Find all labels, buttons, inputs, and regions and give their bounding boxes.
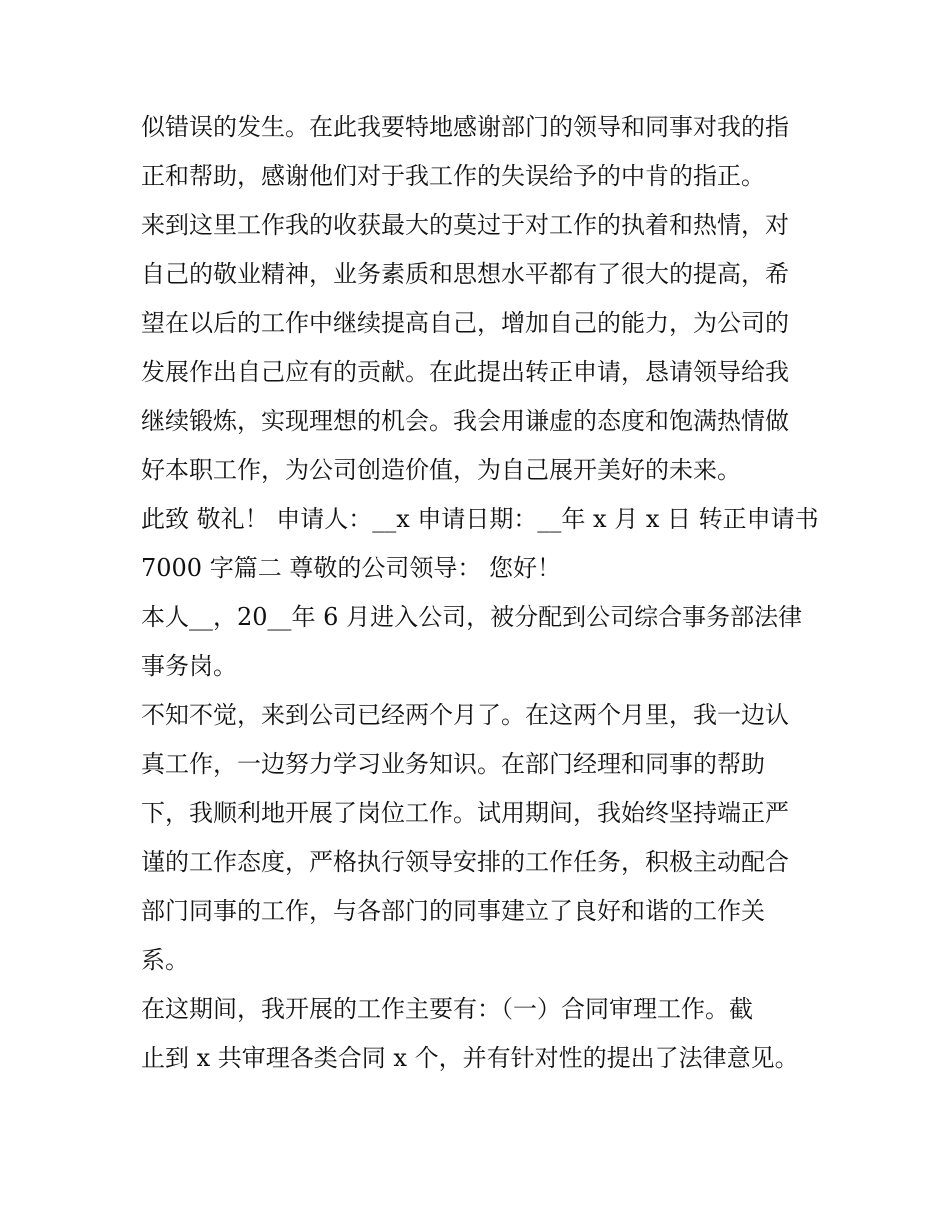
text-line: 系。 xyxy=(141,946,189,974)
text-line: 真工作，一边努力学习业务知识。在部门经理和同事的帮助 xyxy=(141,750,765,778)
text-line: 来到这里工作我的收获最大的莫过于对工作的执着和热情，对 xyxy=(141,211,789,239)
text-line: 止到 x 共审理各类合同 x 个，并有针对性的提出了法律意见。 xyxy=(141,1044,799,1072)
text-line: 望在以后的工作中继续提高自己，增加自己的能力，为公司的 xyxy=(141,309,789,337)
text-line: 下，我顺利地开展了岗位工作。试用期间，我始终坚持端正严 xyxy=(141,799,789,827)
text-line: 正和帮助，感谢他们对于我工作的失误给予的中肯的指正。 xyxy=(141,162,765,190)
text-line: 好本职工作，为公司创造价值，为自己展开美好的未来。 xyxy=(141,456,741,484)
text-line: 7000 字篇二 尊敬的公司领导： 您好！ xyxy=(141,554,561,582)
text-line: 自己的敬业精神，业务素质和思想水平都有了很大的提高，希 xyxy=(141,260,789,288)
text-line: 似错误的发生。在此我要特地感谢部门的领导和同事对我的指 xyxy=(141,113,789,141)
text-line: 不知不觉，来到公司已经两个月了。在这两个月里，我一边认 xyxy=(141,701,789,729)
text-line: 本人__，20__年 6 月进入公司，被分配到公司综合事务部法律 xyxy=(141,603,803,631)
text-line: 发展作出自己应有的贡献。在此提出转正申请，恳请领导给我 xyxy=(141,358,789,386)
text-line: 谨的工作态度，严格执行领导安排的工作任务，积极主动配合 xyxy=(141,848,789,876)
text-line: 继续锻炼，实现理想的机会。我会用谦虚的态度和饱满热情做 xyxy=(141,407,789,435)
text-line: 在这期间，我开展的工作主要有：（一）合同审理工作。截 xyxy=(141,995,753,1023)
document-body xyxy=(141,103,821,1083)
text-line: 部门同事的工作，与各部门的同事建立了良好和谐的工作关 xyxy=(141,897,765,925)
text-line: 事务岗。 xyxy=(141,652,237,680)
text-line: 此致 敬礼！ 申请人：__x 申请日期：__年 x 月 x 日 转正申请书 xyxy=(141,505,819,533)
